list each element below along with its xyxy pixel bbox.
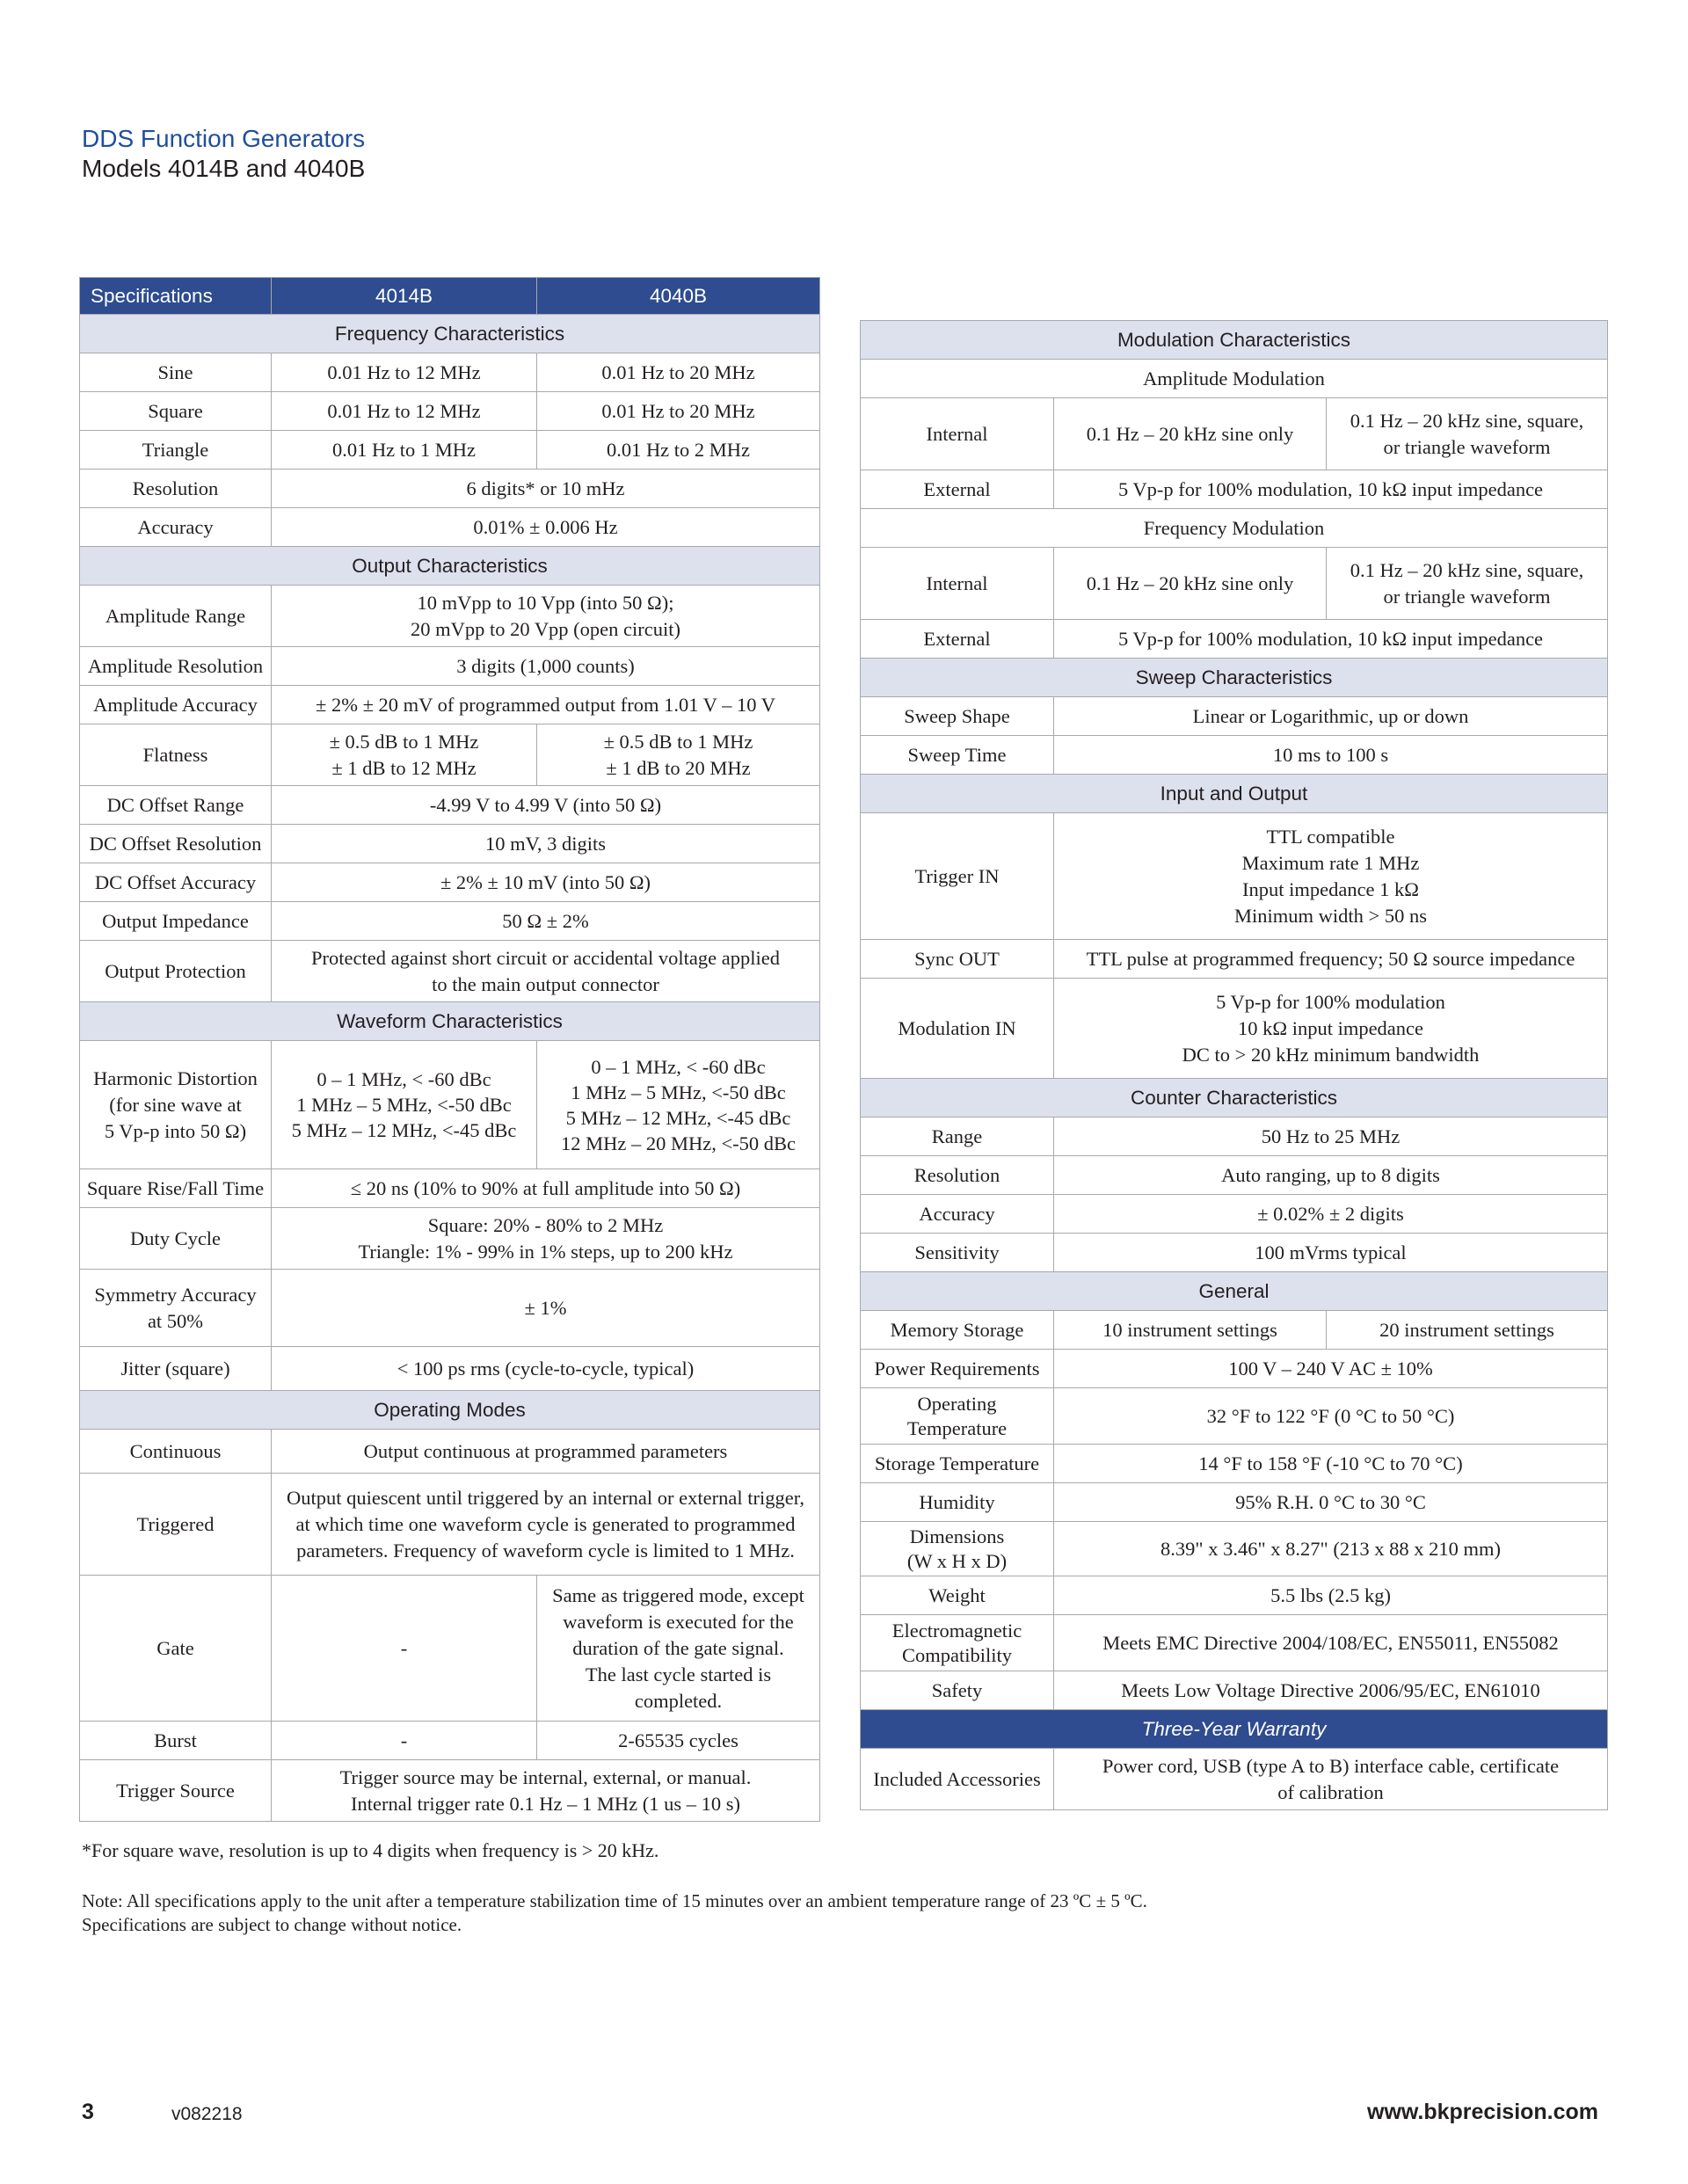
row-label: Weight [861, 1576, 1054, 1615]
table-row [861, 1117, 1608, 1156]
page-number: 3 [82, 2100, 94, 2124]
row-label: External [861, 470, 1054, 509]
cell-both: 5 Vp-p for 100% modulation, 10 kΩ input impedance [1054, 470, 1608, 509]
cell-both: Meets EMC Directive 2004/108/EC, EN55011, EN55082 [1054, 1615, 1608, 1671]
cell-both: Power cord, USB (type A to B) interface cable, certificate of calibration [1054, 1749, 1608, 1810]
row-label: DC Offset Resolution [80, 825, 272, 863]
section-operating-modes: Operating Modes [80, 1391, 820, 1430]
row-label: Amplitude Accuracy [80, 686, 272, 724]
section-waveform: Waveform Characteristics [80, 1002, 820, 1041]
table-row [861, 1445, 1608, 1483]
cell-both: ± 0.02% ± 2 digits [1054, 1195, 1608, 1234]
table-row [80, 353, 820, 392]
row-label: Modulation IN [861, 979, 1054, 1079]
spec-table-right [860, 320, 1608, 1810]
table-row [861, 1350, 1608, 1388]
table-row [80, 586, 820, 647]
cell-4040b: 2-65535 cycles [537, 1722, 820, 1760]
table-row [80, 1474, 820, 1576]
table-row [80, 1208, 820, 1270]
row-label: Duty Cycle [80, 1208, 272, 1270]
row-label: Sweep Shape [861, 697, 1054, 736]
row-label: Amplitude Resolution [80, 647, 272, 686]
cell-both: Protected against short circuit or accidental voltage applied to the main output connector [272, 941, 820, 1002]
row-label: Harmonic Distortion (for sine wave at 5 Vp-p into 50 Ω) [80, 1041, 272, 1169]
cell-4040b: Same as triggered mode, except waveform is executed for the duration of the gate signal. The last cycle started is completed. [537, 1576, 820, 1722]
row-label: Amplitude Range [80, 586, 272, 647]
row-label: Sensitivity [861, 1234, 1054, 1272]
row-label: Jitter (square) [80, 1347, 272, 1391]
table-row [861, 1749, 1608, 1810]
table-row [861, 813, 1608, 940]
cell-4014b: - [272, 1576, 537, 1722]
table-row [80, 470, 820, 508]
subsection-frequency-modulation: Frequency Modulation [861, 509, 1608, 548]
table-row [80, 1430, 820, 1474]
table-row [80, 1270, 820, 1347]
table-row [80, 1169, 820, 1208]
table-row [861, 1311, 1608, 1350]
row-label: Output Protection [80, 941, 272, 1002]
spec-table-left [79, 277, 820, 1822]
row-label: Dimensions (W x H x D) [861, 1522, 1054, 1576]
cell-4014b: 0.1 Hz – 20 kHz sine only [1054, 548, 1327, 620]
row-label: DC Offset Accuracy [80, 863, 272, 902]
section-general: General [861, 1272, 1608, 1311]
table-row [861, 1195, 1608, 1234]
website-url[interactable]: www.bkprecision.com [1367, 2100, 1599, 2124]
row-label: Range [861, 1117, 1054, 1156]
table-row [80, 786, 820, 825]
row-label: Continuous [80, 1430, 272, 1474]
row-label: Sine [80, 353, 272, 392]
table-row [80, 1722, 820, 1760]
cell-both: 14 °F to 158 °F (-10 °C to 70 °C) [1054, 1445, 1608, 1483]
table-row [80, 647, 820, 686]
section-frequency: Frequency Characteristics [80, 315, 820, 353]
cell-both: Linear or Logarithmic, up or down [1054, 697, 1608, 736]
cell-both: Auto ranging, up to 8 digits [1054, 1156, 1608, 1195]
cell-both: 95% R.H. 0 °C to 30 °C [1054, 1483, 1608, 1522]
table-row [861, 548, 1608, 620]
cell-4040b: 0 – 1 MHz, < -60 dBc 1 MHz – 5 MHz, <-50 dBc 5 MHz – 12 MHz, <-45 dBc 12 MHz – 20 MHz, <-50 dBc [537, 1041, 820, 1169]
row-label: Square Rise/Fall Time [80, 1169, 272, 1208]
row-label: Storage Temperature [861, 1445, 1054, 1483]
cell-4040b: 0.01 Hz to 20 MHz [537, 353, 820, 392]
row-label: Operating Temperature [861, 1388, 1054, 1445]
row-label: Output Impedance [80, 902, 272, 941]
table-row [80, 431, 820, 470]
table-row [80, 1576, 820, 1722]
row-label: Sync OUT [861, 940, 1054, 979]
table-row [80, 902, 820, 941]
cell-both: 10 ms to 100 s [1054, 736, 1608, 775]
cell-both: ± 2% ± 10 mV (into 50 Ω) [272, 863, 820, 902]
row-label: Burst [80, 1722, 272, 1760]
cell-both: 32 °F to 122 °F (0 °C to 50 °C) [1054, 1388, 1608, 1445]
col-header-4014b: 4014B [272, 278, 537, 315]
table-row [80, 863, 820, 902]
cell-both: Square: 20% - 80% to 2 MHz Triangle: 1% - 99% in 1% steps, up to 200 kHz [272, 1208, 820, 1270]
cell-4040b: 0.01 Hz to 2 MHz [537, 431, 820, 470]
row-label: Safety [861, 1671, 1054, 1710]
table-row [80, 941, 820, 1002]
table-row [861, 697, 1608, 736]
col-header-spec: Specifications [80, 278, 272, 315]
cell-4014b: 0.01 Hz to 12 MHz [272, 392, 537, 431]
row-label: Electromagnetic Compatibility [861, 1615, 1054, 1671]
row-label: Internal [861, 548, 1054, 620]
section-modulation: Modulation Characteristics [861, 321, 1608, 360]
row-label: DC Offset Range [80, 786, 272, 825]
cell-both: Meets Low Voltage Directive 2006/95/EC, EN61010 [1054, 1671, 1608, 1710]
row-label: External [861, 620, 1054, 659]
cell-both: 100 mVrms typical [1054, 1234, 1608, 1272]
cell-both: 0.01% ± 0.006 Hz [272, 508, 820, 547]
table-header-row [80, 278, 820, 315]
row-label: Gate [80, 1576, 272, 1722]
cell-both: Trigger source may be internal, external, or manual. Internal trigger rate 0.1 Hz – 1 MHz (1 us – 10 s) [272, 1760, 820, 1822]
col-header-4040b: 4040B [537, 278, 820, 315]
row-label: Symmetry Accuracy at 50% [80, 1270, 272, 1347]
table-row [80, 508, 820, 547]
subsection-amplitude-modulation: Amplitude Modulation [861, 360, 1608, 398]
cell-both: 10 mV, 3 digits [272, 825, 820, 863]
row-label: Resolution [80, 470, 272, 508]
row-label: Included Accessories [861, 1749, 1054, 1810]
row-label: Humidity [861, 1483, 1054, 1522]
cell-4014b: 0.01 Hz to 1 MHz [272, 431, 537, 470]
cell-4014b: 0 – 1 MHz, < -60 dBc 1 MHz – 5 MHz, <-50 dBc 5 MHz – 12 MHz, <-45 dBc [272, 1041, 537, 1169]
cell-both: TTL pulse at programmed frequency; 50 Ω source impedance [1054, 940, 1608, 979]
table-row [80, 724, 820, 786]
row-label: Resolution [861, 1156, 1054, 1195]
table-row [861, 398, 1608, 470]
table-row [861, 1522, 1608, 1576]
table-row [861, 979, 1608, 1079]
cell-4040b: 0.01 Hz to 20 MHz [537, 392, 820, 431]
cell-both: 100 V – 240 V AC ± 10% [1054, 1350, 1608, 1388]
table-row [861, 1234, 1608, 1272]
cell-4014b: ± 0.5 dB to 1 MHz ± 1 dB to 12 MHz [272, 724, 537, 786]
cell-both: 5 Vp-p for 100% modulation 10 kΩ input impedance DC to > 20 kHz minimum bandwidth [1054, 979, 1608, 1079]
cell-both: 3 digits (1,000 counts) [272, 647, 820, 686]
cell-both: ± 1% [272, 1270, 820, 1347]
row-label: Square [80, 392, 272, 431]
row-label: Internal [861, 398, 1054, 470]
cell-both: 50 Ω ± 2% [272, 902, 820, 941]
cell-both: -4.99 V to 4.99 V (into 50 Ω) [272, 786, 820, 825]
cell-both: 50 Hz to 25 MHz [1054, 1117, 1608, 1156]
table-row [80, 1041, 820, 1169]
table-row [80, 1347, 820, 1391]
cell-both: Output quiescent until triggered by an internal or external trigger, at which time one waveform cycle is generated to programmed parameters. Frequency of waveform cycle is limited to 1 MHz. [272, 1474, 820, 1576]
cell-4014b: 0.1 Hz – 20 kHz sine only [1054, 398, 1327, 470]
doc-title: DDS Function Generators [82, 125, 366, 152]
section-counter: Counter Characteristics [861, 1079, 1608, 1117]
cell-4014b: 10 instrument settings [1054, 1311, 1327, 1350]
cell-4040b: ± 0.5 dB to 1 MHz ± 1 dB to 20 MHz [537, 724, 820, 786]
cell-4040b: 0.1 Hz – 20 kHz sine, square, or triangle waveform [1327, 548, 1608, 620]
row-label: Accuracy [80, 508, 272, 547]
cell-both: 6 digits* or 10 mHz [272, 470, 820, 508]
section-sweep: Sweep Characteristics [861, 659, 1608, 697]
table-row [861, 1483, 1608, 1522]
table-row [861, 470, 1608, 509]
table-row [861, 1576, 1608, 1615]
footnote: *For square wave, resolution is up to 4 digits when frequency is > 20 kHz. [82, 1839, 659, 1861]
cell-both: ≤ 20 ns (10% to 90% at full amplitude into 50 Ω) [272, 1169, 820, 1208]
cell-both: 5.5 lbs (2.5 kg) [1054, 1576, 1608, 1615]
row-label: Flatness [80, 724, 272, 786]
cell-both: Output continuous at programmed parameters [272, 1430, 820, 1474]
table-row [861, 1671, 1608, 1710]
note-temperature: Note: All specifications apply to the unit after a temperature stabilization time of 15 minutes over an ambient temperature range of 23 ºC ± 5 ºC. [82, 1890, 1147, 1911]
cell-both: TTL compatible Maximum rate 1 MHz Input impedance 1 kΩ Minimum width > 50 ns [1054, 813, 1608, 940]
table-row [861, 736, 1608, 775]
row-label: Trigger IN [861, 813, 1054, 940]
warranty-banner: Three-Year Warranty [861, 1710, 1608, 1749]
section-input-output: Input and Output [861, 775, 1608, 813]
row-label: Power Requirements [861, 1350, 1054, 1388]
row-label: Accuracy [861, 1195, 1054, 1234]
cell-4040b: 0.1 Hz – 20 kHz sine, square, or triangle waveform [1327, 398, 1608, 470]
section-output: Output Characteristics [80, 547, 820, 586]
table-row [861, 1388, 1608, 1445]
doc-subtitle: Models 4014B and 4040B [82, 155, 366, 182]
cell-4040b: 20 instrument settings [1327, 1311, 1608, 1350]
version-code: v082218 [171, 2104, 243, 2124]
table-row [861, 1156, 1608, 1195]
row-label: Triangle [80, 431, 272, 470]
cell-4014b: 0.01 Hz to 12 MHz [272, 353, 537, 392]
table-row [80, 686, 820, 724]
table-row [861, 1615, 1608, 1671]
table-row [861, 940, 1608, 979]
row-label: Triggered [80, 1474, 272, 1576]
cell-4014b: - [272, 1722, 537, 1760]
cell-both: ± 2% ± 20 mV of programmed output from 1.01 V – 10 V [272, 686, 820, 724]
cell-both: 10 mVpp to 10 Vpp (into 50 Ω); 20 mVpp to 20 Vpp (open circuit) [272, 586, 820, 647]
row-label: Memory Storage [861, 1311, 1054, 1350]
table-row [80, 825, 820, 863]
note-change: Specifications are subject to change without notice. [82, 1914, 462, 1935]
table-row [80, 1760, 820, 1822]
table-row [80, 392, 820, 431]
row-label: Sweep Time [861, 736, 1054, 775]
row-label: Trigger Source [80, 1760, 272, 1822]
table-row [861, 620, 1608, 659]
cell-both: < 100 ps rms (cycle-to-cycle, typical) [272, 1347, 820, 1391]
cell-both: 8.39" x 3.46" x 8.27" (213 x 88 x 210 mm) [1054, 1522, 1608, 1576]
cell-both: 5 Vp-p for 100% modulation, 10 kΩ input impedance [1054, 620, 1608, 659]
